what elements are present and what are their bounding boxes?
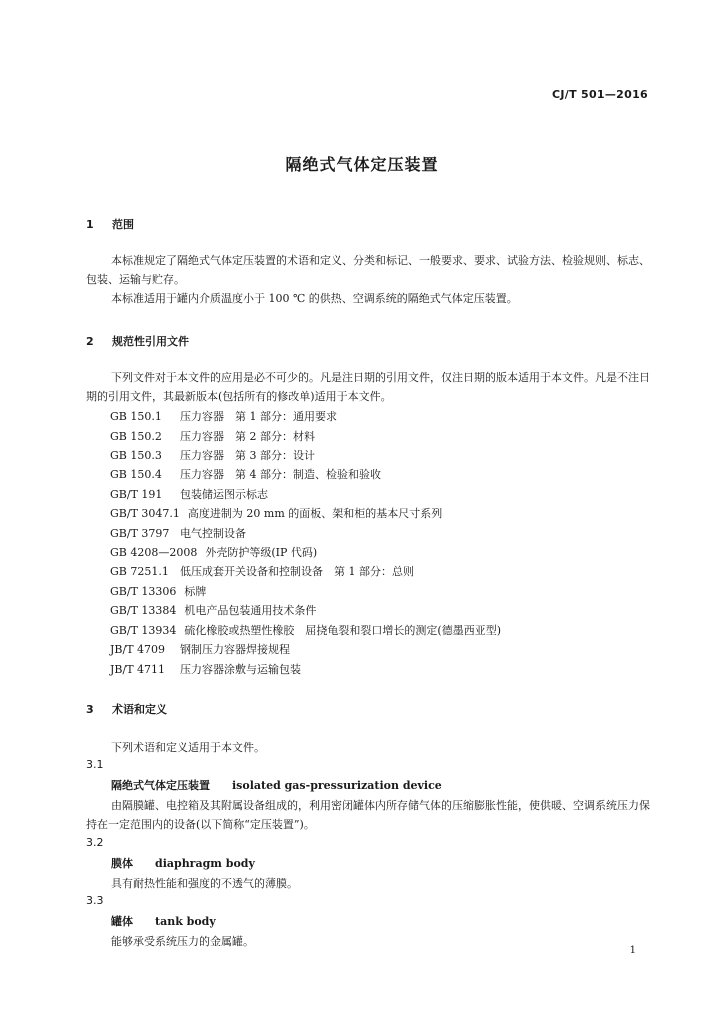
reference-title: 机电产品包装通用技术条件 xyxy=(184,604,317,617)
reference-item xyxy=(110,447,315,463)
reference-title: 钢制压力容器焊接规程 xyxy=(180,643,290,656)
reference-item xyxy=(110,602,316,618)
reference-title: 压力容器 第 2 部分：材料 xyxy=(180,430,315,443)
reference-item xyxy=(110,525,246,541)
section-heading-normative-references xyxy=(86,333,189,349)
term-name xyxy=(111,913,216,929)
reference-code: GB 150.1 xyxy=(110,410,162,423)
reference-code: GB 150.2 xyxy=(110,430,162,443)
term-definition: 能够承受系统压力的金属罐。 xyxy=(111,935,254,948)
section-title: 规范性引用文件 xyxy=(112,335,189,348)
reference-code: GB/T 13306 xyxy=(110,585,177,598)
reference-code: GB 150.3 xyxy=(110,449,162,462)
reference-code: GB/T 191 xyxy=(110,488,163,501)
reference-code: GB 4208—2008 xyxy=(110,546,198,559)
term-name-en: tank body xyxy=(155,915,216,928)
term-number: 3.3 xyxy=(86,894,104,907)
section-heading-terms-definitions xyxy=(86,701,167,717)
reference-item xyxy=(110,622,501,638)
document-title: 隔绝式气体定压装置 xyxy=(285,155,439,174)
scope-paragraph-2: 本标准适用于罐内介质温度小于 100 ℃ 的供热、空调系统的隔绝式气体定压装置。 xyxy=(111,292,518,305)
reference-title: 压力容器涂敷与运输包装 xyxy=(180,663,301,676)
reference-item xyxy=(110,661,301,677)
page-number: 1 xyxy=(629,945,636,956)
reference-code: GB/T 13384 xyxy=(110,604,177,617)
reference-item xyxy=(110,583,206,599)
reference-item xyxy=(110,505,442,521)
reference-item xyxy=(110,486,268,502)
section-number: 3 xyxy=(86,703,94,716)
reference-title: 压力容器 第 3 部分：设计 xyxy=(180,449,315,462)
reference-item xyxy=(110,563,414,579)
references-intro: 下列文件对于本文件的应用是必不可少的。凡是注日期的引用文件，仅注日期的版本适用于本文件。凡是不注日期的引用文件，其最新版本(包括所有的修改单)适用于本文件。 xyxy=(86,371,650,403)
reference-item xyxy=(110,408,337,424)
reference-title: 压力容器 第 1 部分：通用要求 xyxy=(180,410,337,423)
section-number: 1 xyxy=(86,218,94,231)
term-name xyxy=(111,777,442,793)
standard-code: CJ/T 501—2016 xyxy=(552,88,648,101)
section-number: 2 xyxy=(86,335,94,348)
reference-item xyxy=(110,544,317,560)
term-definition: 具有耐热性能和强度的不透气的薄膜。 xyxy=(111,877,298,890)
reference-code: GB/T 3047.1 xyxy=(110,507,180,520)
term-definition: 由隔膜罐、电控箱及其附属设备组成的，利用密闭罐体内所存储气体的压缩膨胀性能，使供暖、空调系统压力保持在一定范围内的设备(以下简称“定压装置”)。 xyxy=(86,799,650,831)
reference-title: 低压成套开关设备和控制设备 第 1 部分：总则 xyxy=(180,565,414,578)
reference-code: JB/T 4711 xyxy=(110,663,166,676)
reference-item xyxy=(110,466,381,482)
reference-item xyxy=(110,641,290,657)
terms-intro: 下列术语和定义适用于本文件。 xyxy=(111,741,265,754)
section-heading-scope xyxy=(86,216,134,232)
reference-code: GB 7251.1 xyxy=(110,565,169,578)
term-name-en: diaphragm body xyxy=(155,857,255,870)
reference-title: 外壳防护等级(IP 代码) xyxy=(205,546,318,559)
reference-code: GB 150.4 xyxy=(110,468,162,481)
reference-title: 高度进制为 20 mm 的面板、架和柜的基本尺寸系列 xyxy=(187,507,443,520)
reference-title: 电气控制设备 xyxy=(180,527,246,540)
reference-code: JB/T 4709 xyxy=(110,643,166,656)
term-name-cn: 隔绝式气体定压装置 xyxy=(111,779,210,792)
scope-paragraph-1: 本标准规定了隔绝式气体定压装置的术语和定义、分类和标记、一般要求、要求、试验方法、检验规则、标志、包装、运输与贮存。 xyxy=(86,254,650,286)
reference-code: GB/T 13934 xyxy=(110,624,177,637)
reference-title: 硫化橡胶或热塑性橡胶 屈挠龟裂和裂口增长的测定(德墨西亚型) xyxy=(184,624,501,637)
reference-title: 标牌 xyxy=(184,585,207,598)
term-name xyxy=(111,855,255,871)
reference-code: GB/T 3797 xyxy=(110,527,170,540)
reference-item xyxy=(110,428,315,444)
term-name-cn: 膜体 xyxy=(111,857,133,870)
term-name-cn: 罐体 xyxy=(111,915,133,928)
reference-title: 压力容器 第 4 部分：制造、检验和验收 xyxy=(180,468,381,481)
reference-title: 包装储运图示标志 xyxy=(180,488,268,501)
term-name-en: isolated gas-pressurization device xyxy=(232,779,442,792)
section-title: 术语和定义 xyxy=(112,703,167,716)
term-number: 3.1 xyxy=(86,758,104,771)
section-title: 范围 xyxy=(112,218,134,231)
term-number: 3.2 xyxy=(86,836,104,849)
